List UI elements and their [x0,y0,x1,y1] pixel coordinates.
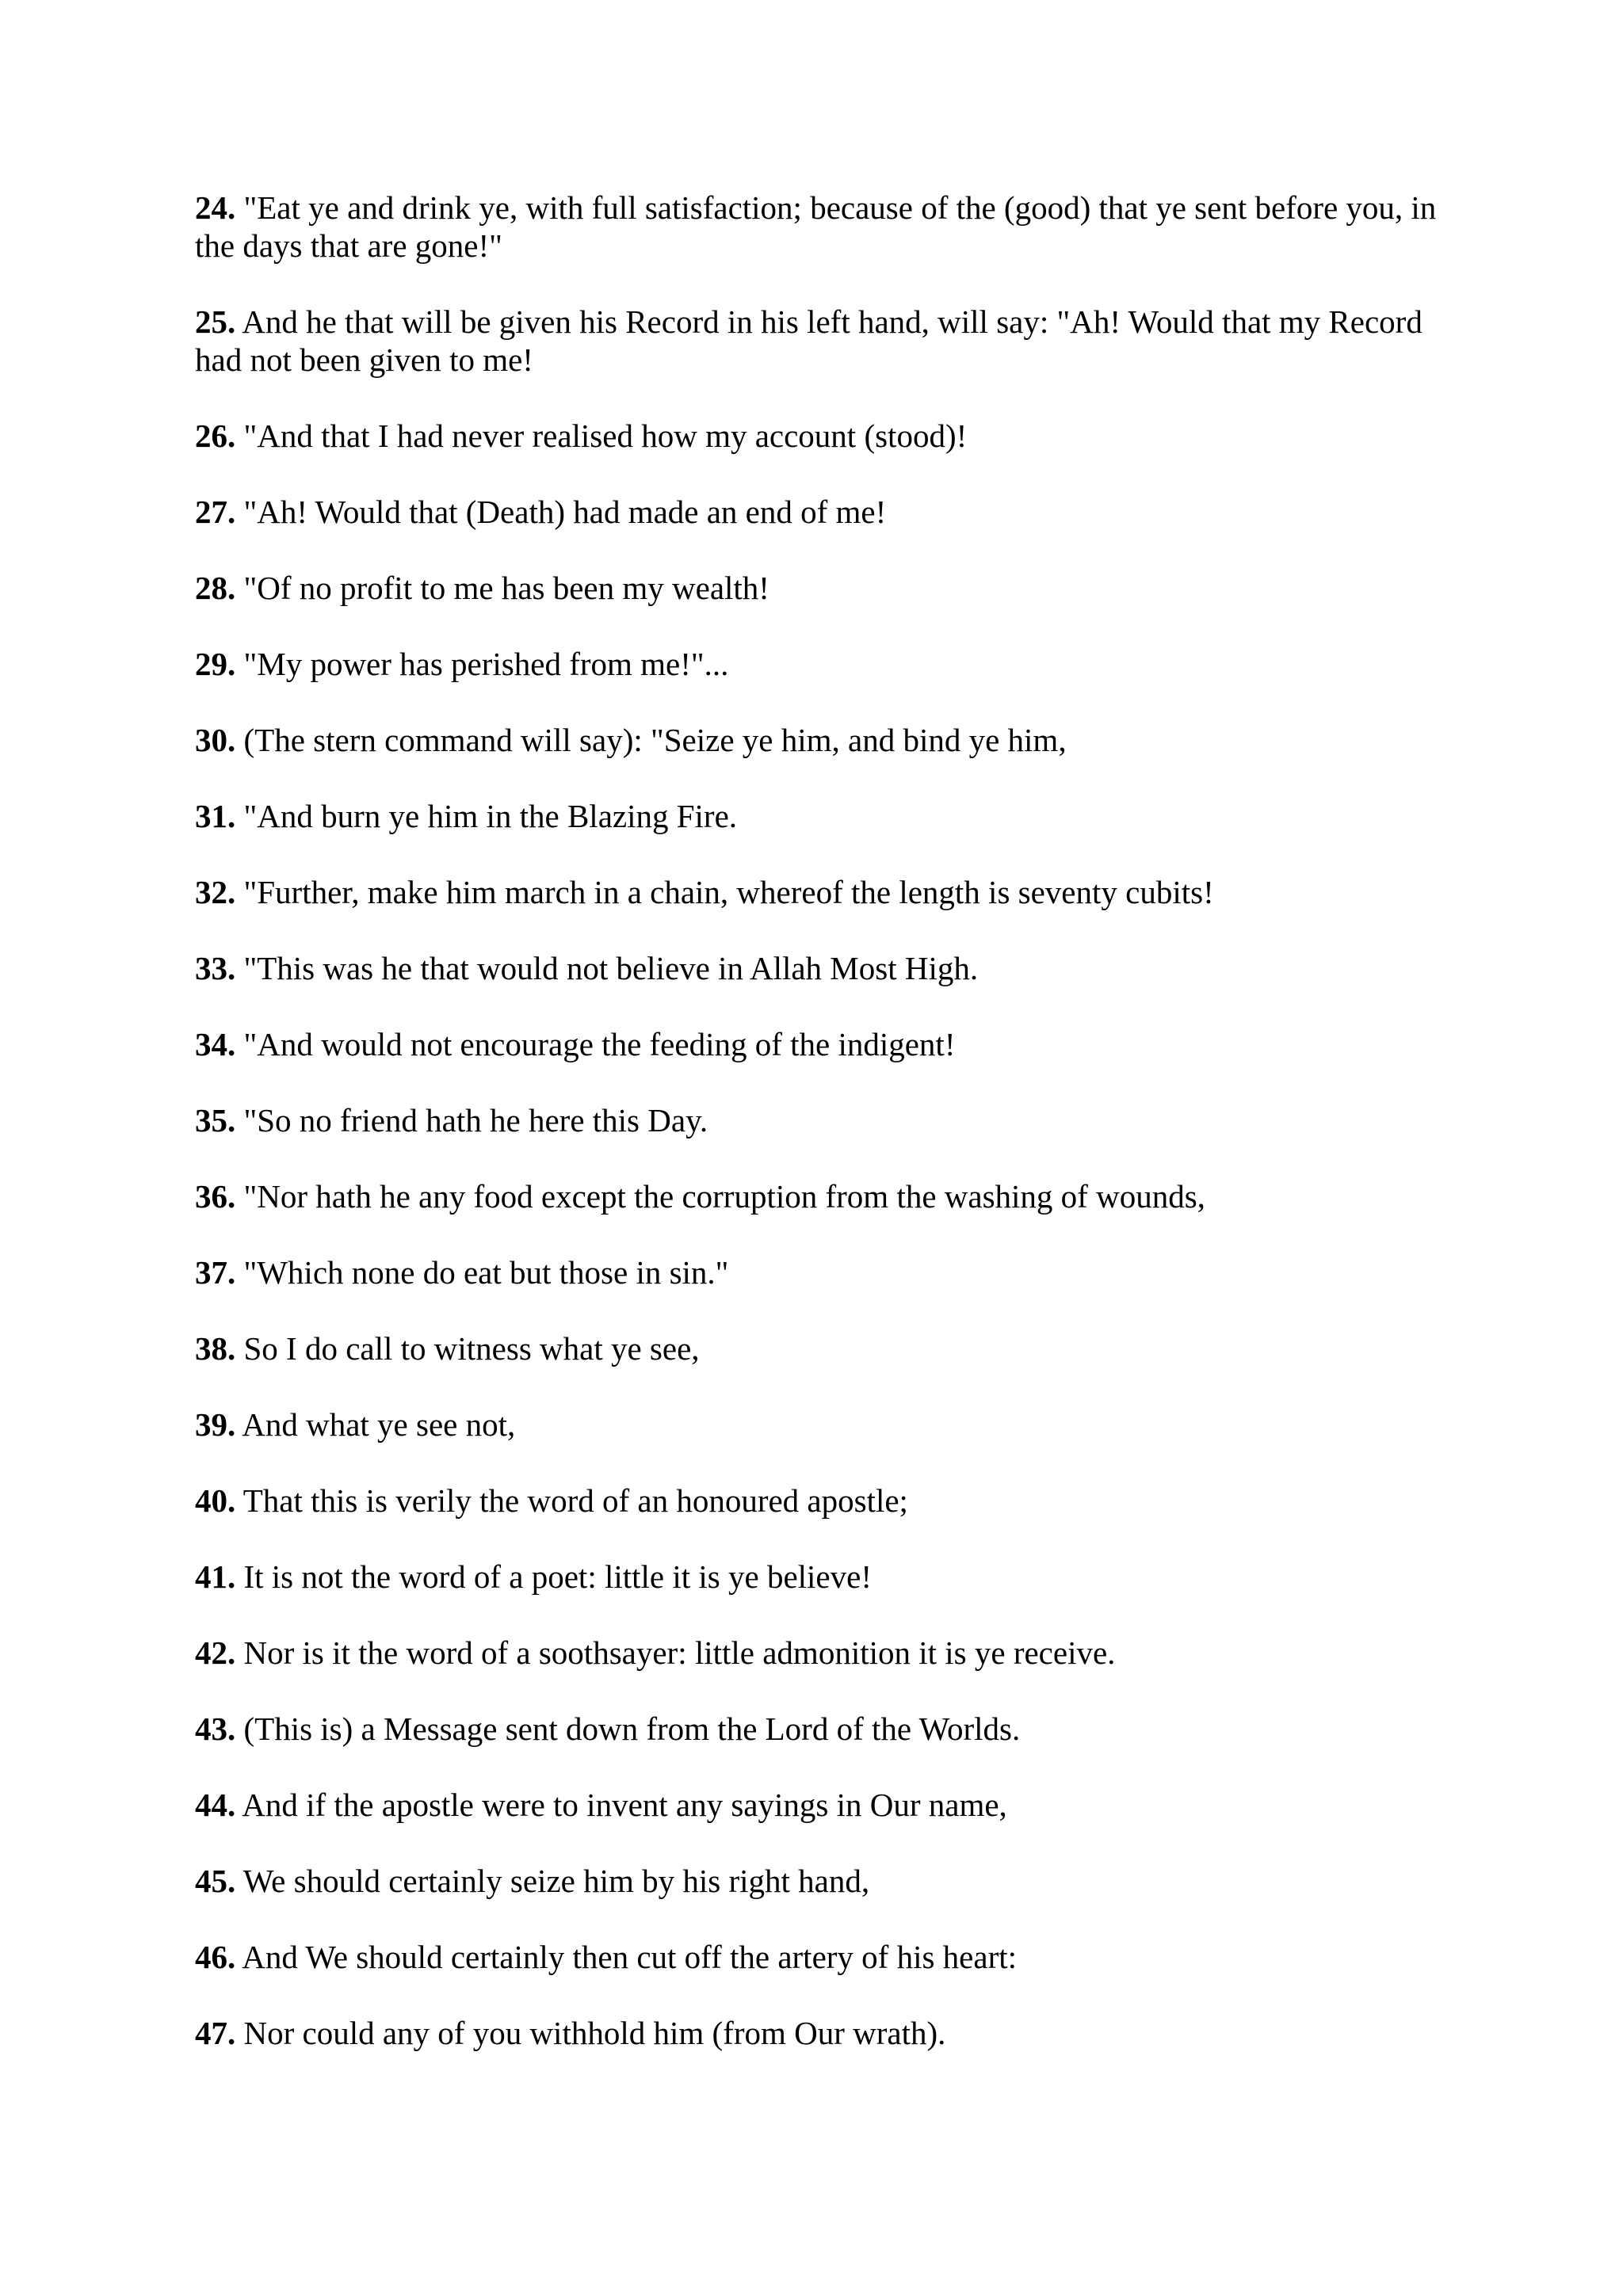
verse-paragraph [195,1862,1439,1900]
verse-number: 40. [195,1482,236,1519]
verse-number: 39. [195,1406,236,1443]
verse-paragraph [195,303,1439,379]
verse-text: "Which none do eat but those in sin." [243,1254,729,1291]
verse-number: 38. [195,1330,236,1367]
verse-text: "Further, make him march in a chain, whereof the length is seventy cubits! [243,874,1214,910]
verse-number: 34. [195,1026,236,1062]
verse-number: 43. [195,1711,236,1747]
verse-paragraph [195,417,1439,455]
verse-number: 30. [195,722,236,758]
verse-paragraph [195,1101,1439,1139]
verse-paragraph [195,1253,1439,1291]
verse-paragraph [195,1710,1439,1748]
verse-paragraph [195,189,1439,265]
verse-number: 47. [195,2015,236,2051]
verse-paragraph [195,493,1439,531]
verse-paragraph [195,1786,1439,1824]
verse-text: "And burn ye him in the Blazing Fire. [243,798,738,834]
verse-text: "Eat ye and drink ye, with full satisfaction; because of the (good) that ye sent before you, in the days that are gone!" [195,189,1437,264]
verse-text: It is not the word of a poet: little it is ye believe! [243,1558,872,1595]
verse-text: And if the apostle were to invent any sayings in Our name, [242,1787,1007,1823]
verse-number: 25. [195,303,236,340]
verse-number: 24. [195,189,236,226]
verse-text: "Of no profit to me has been my wealth! [243,570,769,606]
verse-text: "And that I had never realised how my account (stood)! [243,418,968,454]
verse-number: 46. [195,1939,236,1975]
verse-number: 26. [195,418,236,454]
verse-paragraph [195,1177,1439,1215]
verse-text: "Nor hath he any food except the corruption from the washing of wounds, [243,1178,1205,1215]
verse-paragraph [195,1938,1439,1976]
verse-number: 29. [195,646,236,682]
verse-paragraph [195,1634,1439,1672]
verse-paragraph [195,2014,1439,2052]
verse-text: And We should certainly then cut off the artery of his heart: [242,1939,1018,1975]
verse-text: And what ye see not, [242,1406,516,1443]
verse-paragraph [195,1025,1439,1063]
verse-text: "So no friend hath he here this Day. [243,1102,708,1138]
verse-text: And he that will be given his Record in his left hand, will say: "Ah! Would that my Record had not been given to me! [195,303,1423,378]
verse-text: (The stern command will say): "Seize ye him, and bind ye him, [243,722,1067,758]
verse-paragraph [195,949,1439,987]
verse-number: 31. [195,798,236,834]
verse-text: "This was he that would not believe in Allah Most High. [243,950,979,986]
verse-number: 44. [195,1787,236,1823]
verse-text: "Ah! Would that (Death) had made an end of me! [243,494,887,530]
verse-text: Nor is it the word of a soothsayer: little admonition it is ye receive. [243,1634,1116,1671]
verse-number: 28. [195,570,236,606]
verse-paragraph [195,797,1439,835]
verse-text: We should certainly seize him by his right hand, [242,1863,870,1899]
verse-paragraph [195,645,1439,683]
verse-text: That this is verily the word of an honoured apostle; [242,1482,908,1519]
verse-paragraph [195,1558,1439,1596]
document-page [195,189,1439,2090]
verse-number: 35. [195,1102,236,1138]
verse-number: 42. [195,1634,236,1671]
verse-number: 45. [195,1863,236,1899]
verse-paragraph [195,1329,1439,1367]
verse-number: 33. [195,950,236,986]
verse-number: 41. [195,1558,236,1595]
verse-paragraph [195,569,1439,607]
verse-text: (This is) a Message sent down from the Lord of the Worlds. [243,1711,1021,1747]
verse-number: 36. [195,1178,236,1215]
verse-text: So I do call to witness what ye see, [243,1330,700,1367]
verse-number: 27. [195,494,236,530]
verse-paragraph [195,1482,1439,1520]
verse-number: 32. [195,874,236,910]
verse-paragraph [195,873,1439,911]
verse-number: 37. [195,1254,236,1291]
verse-paragraph [195,1405,1439,1444]
verse-text: Nor could any of you withhold him (from Our wrath). [243,2015,946,2051]
verse-paragraph [195,721,1439,759]
verse-text: "And would not encourage the feeding of the indigent! [243,1026,956,1062]
verse-text: "My power has perished from me!"... [243,646,729,682]
